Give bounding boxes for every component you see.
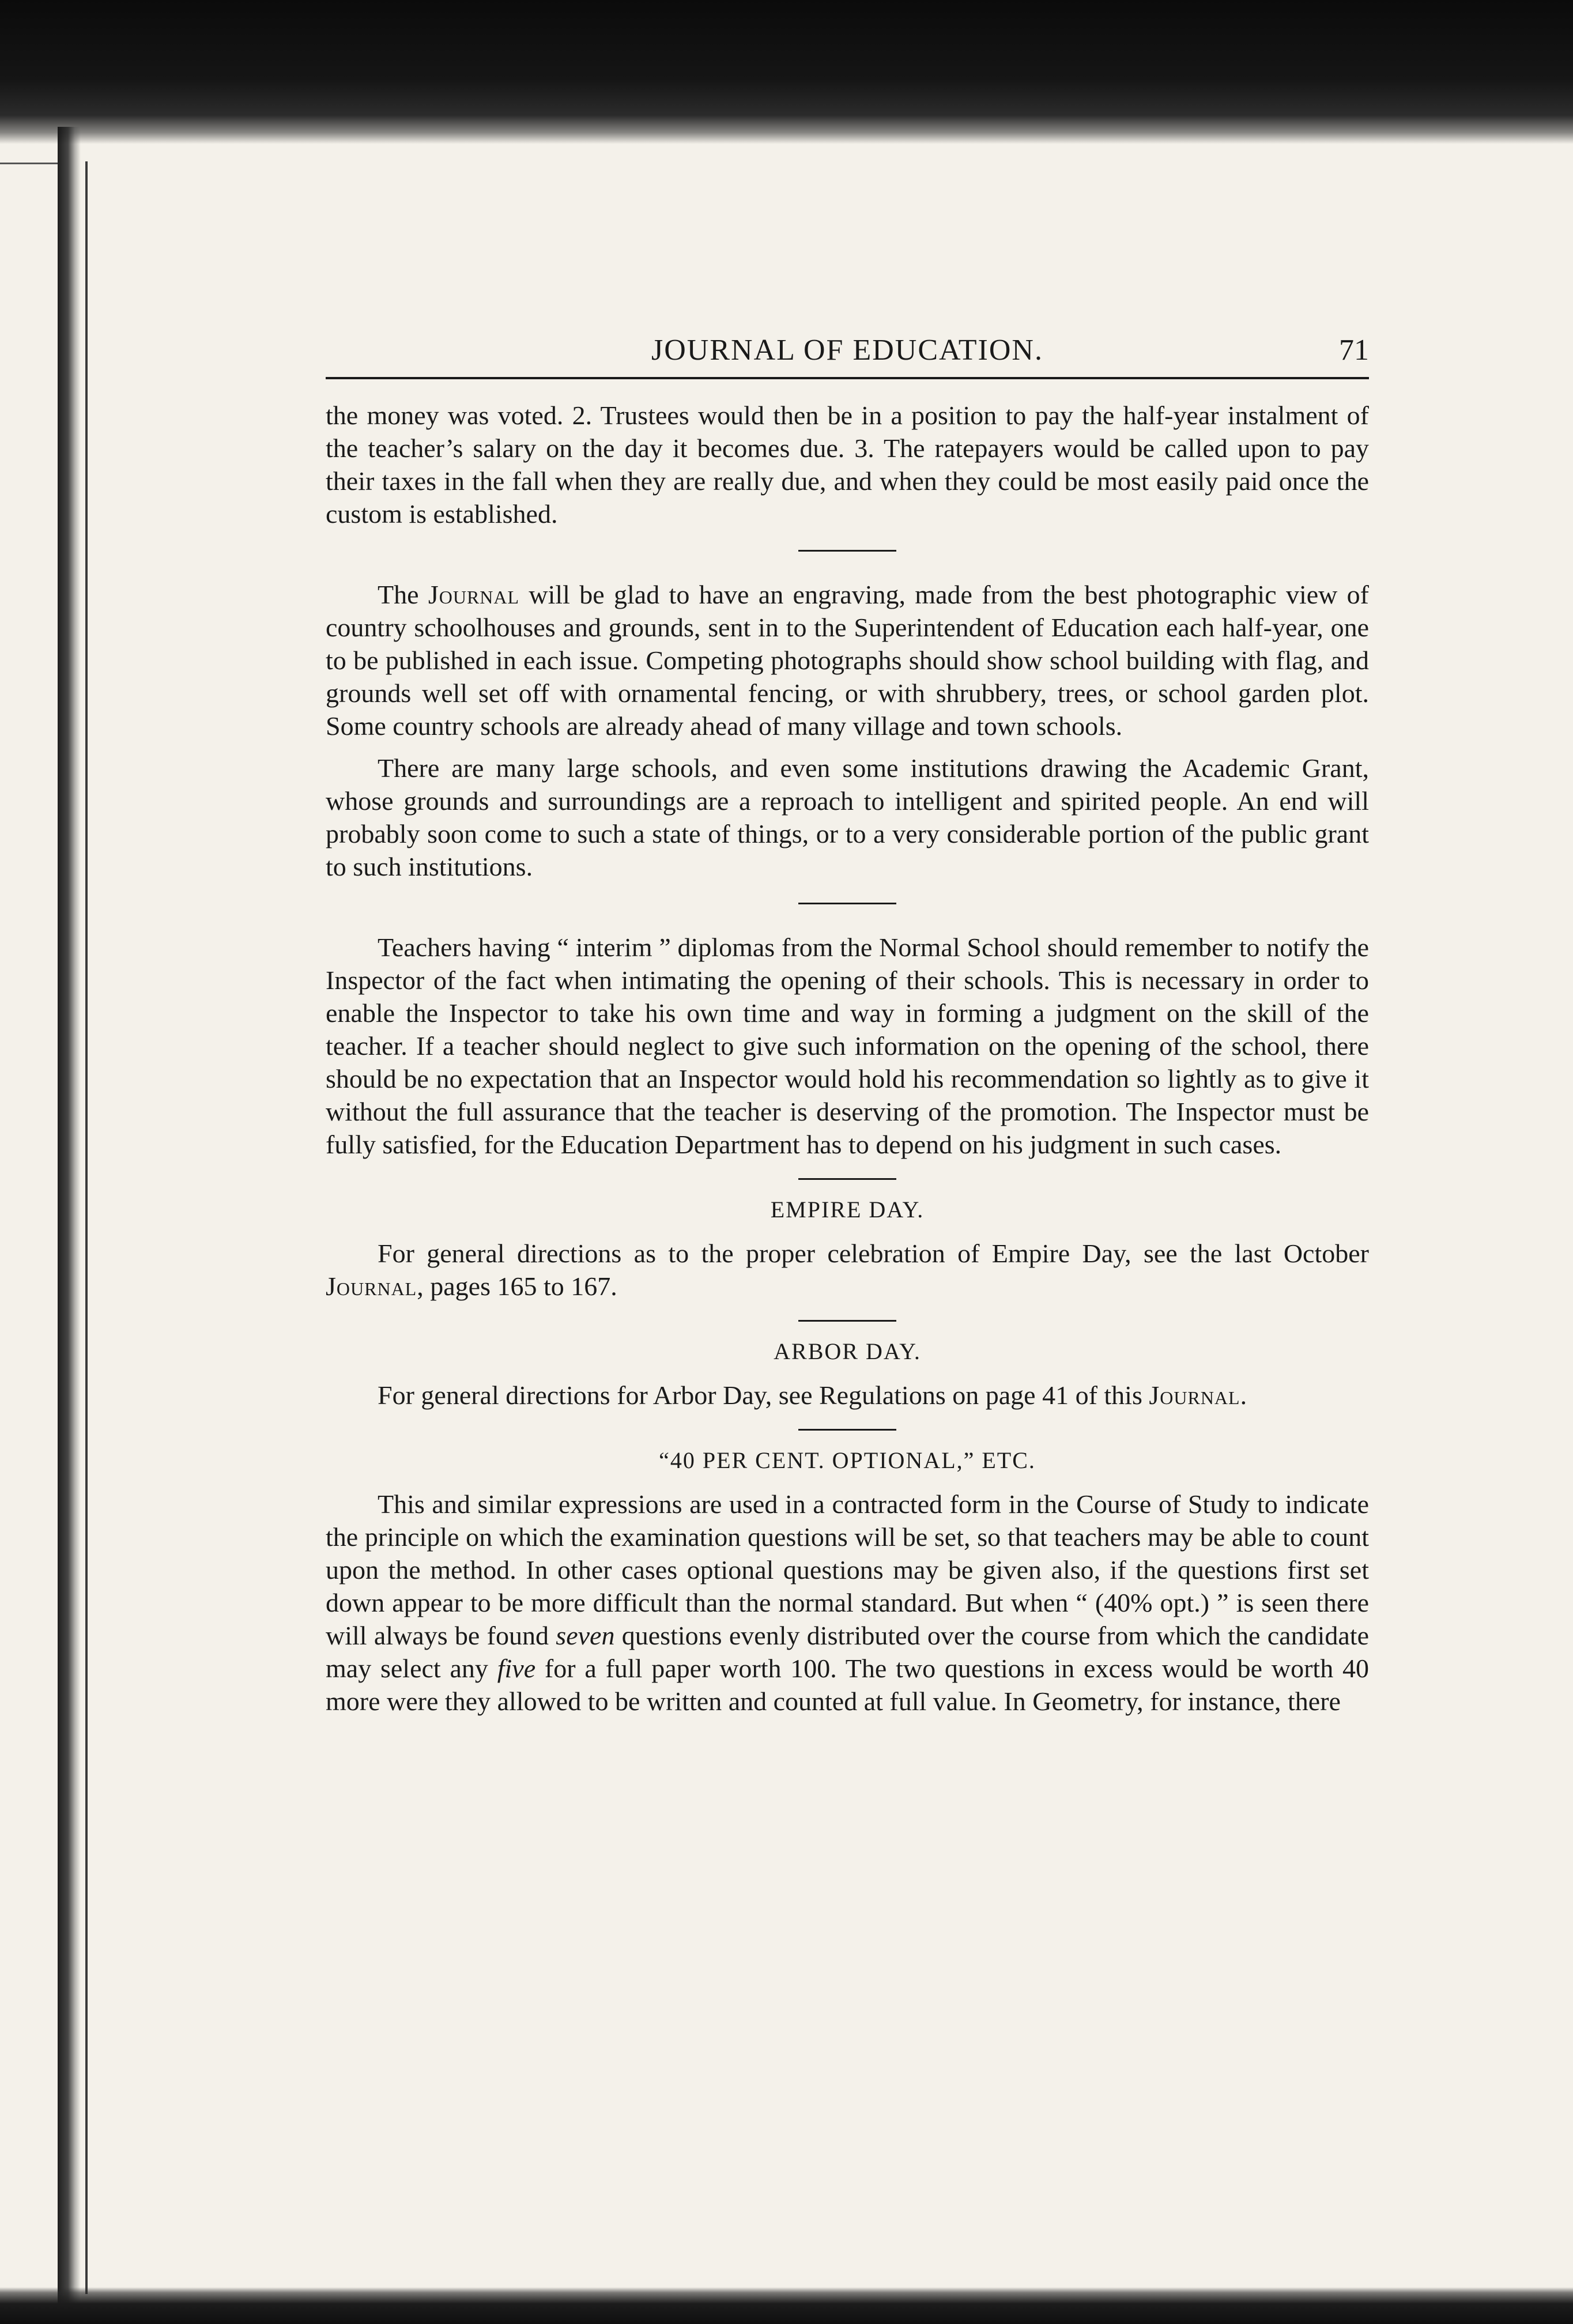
paragraph-large-schools: There are many large schools, and even some institutions drawing the Academic Grant, whose grounds and surroundings are a reproach to intelligent and spirited people. An end will probably soon come to such a state of things, or to a very considerable portion of the public grant to such institutions. [326,753,1369,881]
page-number: 71 [1339,334,1369,367]
paragraph-text: will be glad to have an engraving, made from the best photographic view of country schoolhouses and grounds, sent in to the Superintendent of Education each half-year, one to be published in each issue. Competing photographs should show school building with flag, and grounds well set off with ornamental fencing, or with shrubbery, trees, or school garden plot. Some country schools are already ahead of many village and town schools. [326,580,1369,741]
journal-name: Journal [428,580,520,609]
paragraph-text: For general directions as to the proper celebration of Empire Day, see the last October [378,1239,1369,1268]
page-content [326,329,1369,1718]
section-divider [798,1429,896,1431]
section-divider [798,903,896,904]
paragraph-text: . [1240,1380,1247,1410]
paragraph-text: For general directions for Arbor Day, see Regulations on page 41 of this [378,1380,1149,1410]
paragraph-empire-day [326,1237,1369,1303]
paragraph-interim-diplomas: Teachers having “ interim ” diplomas from the Normal School should remember to notify the Inspector of the fact when intimating the opening of their schools. This is necessary in order to enable the Inspector to take his own time and way in forming a judgment on the skill of the teacher. If a teacher should neglect to give such information on the opening of the school, there should be no expectation that an Inspector would hold his recommendation so lightly as to give it without the full assurance that the teacher is deserving of the promotion. The Inspector must be fully satisfied, for the Education Department has to depend on his judgment in such cases. [326,933,1369,1159]
scan-binding-shadow-left [58,127,81,2306]
emphasis-seven: seven [556,1621,615,1650]
paragraph-text: questions evenly distributed over the course from which the candidate may select any [326,1621,1369,1683]
section-divider [798,550,896,552]
scan-margin-mark [0,163,58,164]
heading-arbor-day: ARBOR DAY. [774,1338,921,1364]
paragraph-money-voted: the money was voted. 2. Trustees would then be in a position to pay the half-year instalment of the teacher’s salary on the day it becomes due. 3. The ratepayers would be called upon to pay their taxes in the fall when they are really due, and when they could be most easily paid once the custom is established. [326,401,1369,529]
journal-name: Journal [326,1272,417,1301]
paragraph-engraving [326,578,1369,742]
paragraph-text: This and similar expressions are used in a contracted form in the Course of Study to indicate the principle on which the examination questions will be set, so that teachers may be able to count upon the method. In other cases optional questions may be given also, if the questions first set down appear to be more difficult than the normal standard. But when “ (40% opt.) ” is seen there will always be found [326,1489,1369,1650]
journal-title: JOURNAL OF EDUCATION. [651,334,1043,367]
running-head [326,329,1369,379]
emphasis-five: five [497,1654,536,1683]
section-divider [798,1178,896,1180]
scan-binding-line [85,161,88,2294]
journal-name: Journal [1149,1380,1240,1410]
paragraph-text: The [378,580,428,609]
heading-empire-day: EMPIRE DAY. [770,1197,925,1223]
paragraph-arbor-day [326,1379,1369,1412]
heading-forty-per-cent-optional: “40 PER CENT. OPTIONAL,” ETC. [659,1447,1036,1473]
paragraph-text: , pages 165 to 167. [417,1272,617,1301]
section-divider [798,1320,896,1322]
paragraph-text: for a full paper worth 100. The two questions in excess would be worth 40 more were they allowed to be written and counted at full value. In Geometry, for instance, there [326,1654,1370,1716]
scan-dark-border-bottom [0,2287,1573,2324]
scan-dark-border-top [0,0,1573,144]
paragraph-optional-questions [326,1488,1369,1718]
